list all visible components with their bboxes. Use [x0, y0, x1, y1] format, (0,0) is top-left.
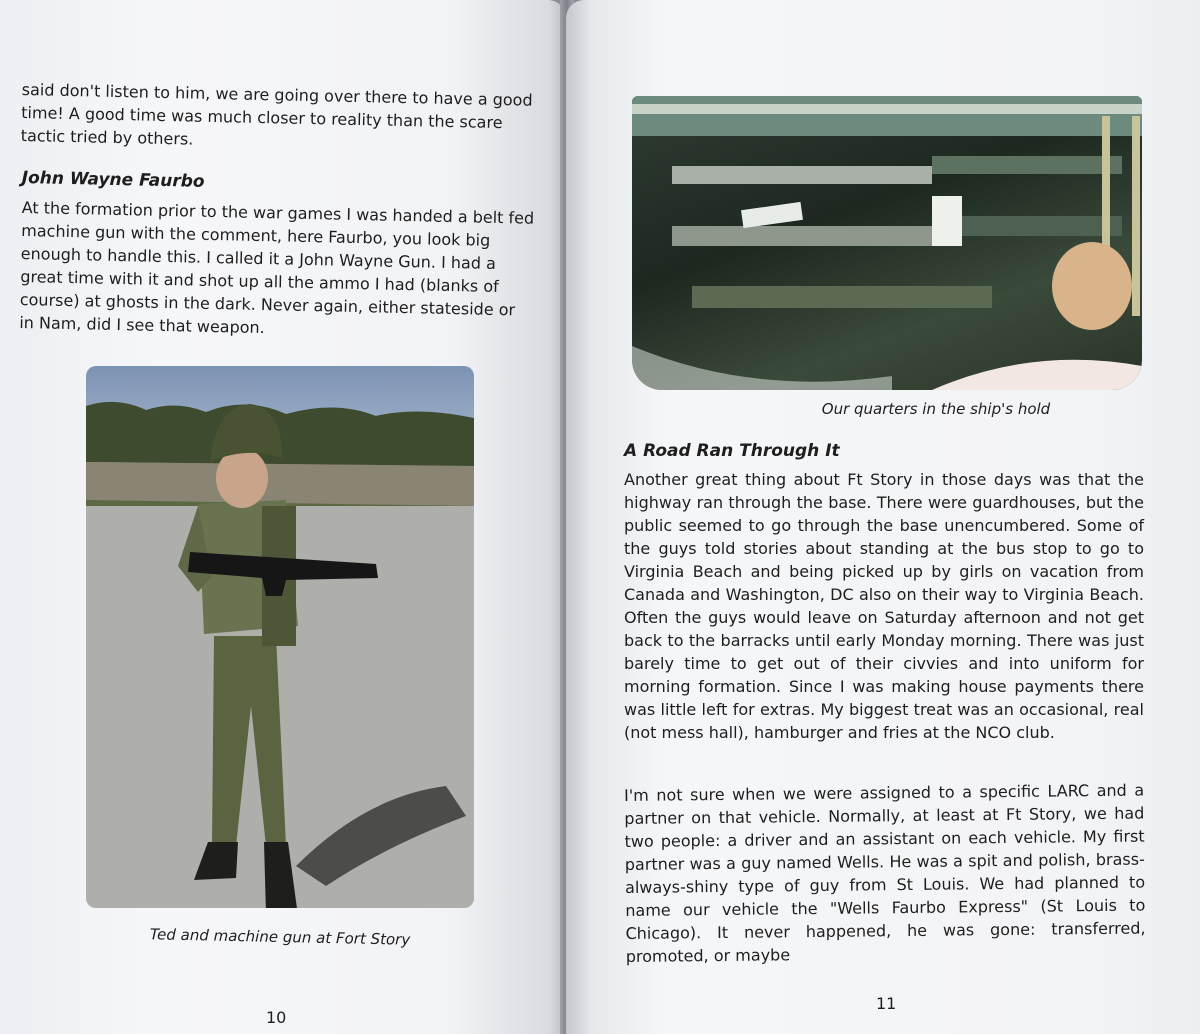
right-photo-caption: Our quarters in the ship's hold — [821, 400, 1051, 418]
ship-hold-photo-illustration — [632, 96, 1142, 390]
right-page — [566, 0, 1200, 1034]
right-section-heading: A Road Ran Through It — [624, 441, 840, 461]
soldier-photo-illustration — [86, 366, 474, 908]
ship-hold-quarters-photo — [632, 96, 1142, 390]
right-paragraph-2: I'm not sure when we were assigned to a specific LARC and a partner on that vehicle. Normally, at least at Ft Story, we had two people: a driver and an assistant on each vehicle. My first partner was a guy named Wells. He was a spit and polish, brass-always-shiny type of guy from St Louis. We had planned to name our vehicle the "Wells Faurbo Express" (St Louis to Chicago). It never happened, he was gone: transferred, promoted, or maybe — [624, 780, 1146, 966]
left-section-heading: John Wayne Faurbo — [21, 168, 205, 192]
left-paragraph-2: At the formation prior to the war games I was handed a belt fed machine gun with the comment, here Faurbo, you look big enough to handle this. I called it a John Wayne Gun. I had a great time with it and shot up all the ammo I had (blanks of course) at ghosts in the dark. Never again, either stateside or in Nam, did I see that weapon. — [19, 197, 535, 338]
left-photo-caption: Ted and machine gun at Fort Story — [149, 925, 411, 949]
left-paragraph-1: said don't listen to him, we are going over there to have a good time! A good time was much closer to reality than the scare tactic tried by others. — [20, 79, 533, 149]
right-paragraph-1: Another great thing about Ft Story in those days was that the highway ran through the base. There were guardhouses, but the public seemed to go through the base unencumbered. Some of the guys told stories about standing at the bus stop to go to Virginia Beach and being picked up by girls on vacation from Canada and Washington, DC also on their way to Virginia Beach. Often the guys would leave on Saturday afternoon and not get back to the barracks until early Monday morning. There was just barely time to get out of their civvies and into uniform for morning formation. Since I was making house payments there was little left for extras. My biggest treat was an occasional, real (not mess hall), hamburger and fries at the NCO club. — [624, 470, 1144, 742]
left-page-number: 10 — [266, 1008, 287, 1027]
right-page-number: 11 — [876, 994, 897, 1013]
soldier-with-machine-gun-photo — [86, 366, 474, 908]
left-page — [0, 0, 566, 1034]
